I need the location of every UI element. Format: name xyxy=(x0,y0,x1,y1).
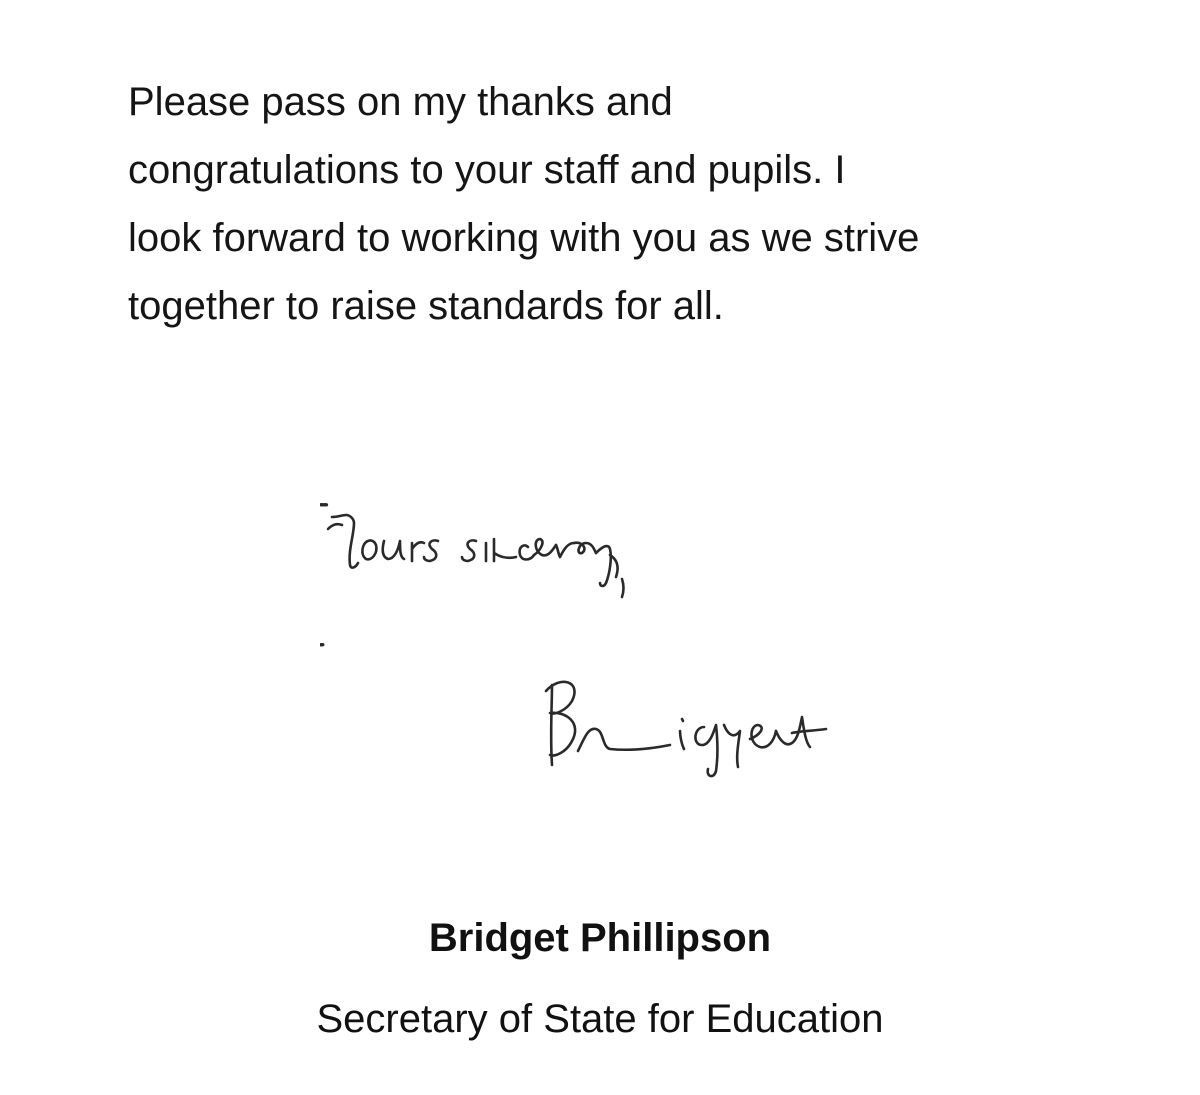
signatory-name: Bridget Phillipson xyxy=(428,916,772,960)
handwritten-signature-block xyxy=(320,495,860,795)
handwritten-closing xyxy=(320,504,624,597)
letter-body xyxy=(128,68,1128,340)
handwritten-signature xyxy=(320,643,826,776)
handwritten-closing-text: Yours sincerely, xyxy=(320,505,327,506)
body-line: look forward to working with you as we strive xyxy=(128,216,920,260)
body-line: Please pass on my thanks and xyxy=(128,80,673,124)
signatory-title: Secretary of State for Education xyxy=(316,997,884,1041)
body-line: congratulations to your staff and pupils. I xyxy=(128,148,846,192)
handwritten-signature-text: Bridget xyxy=(320,645,324,646)
body-line: together to raise standards for all. xyxy=(128,284,724,328)
